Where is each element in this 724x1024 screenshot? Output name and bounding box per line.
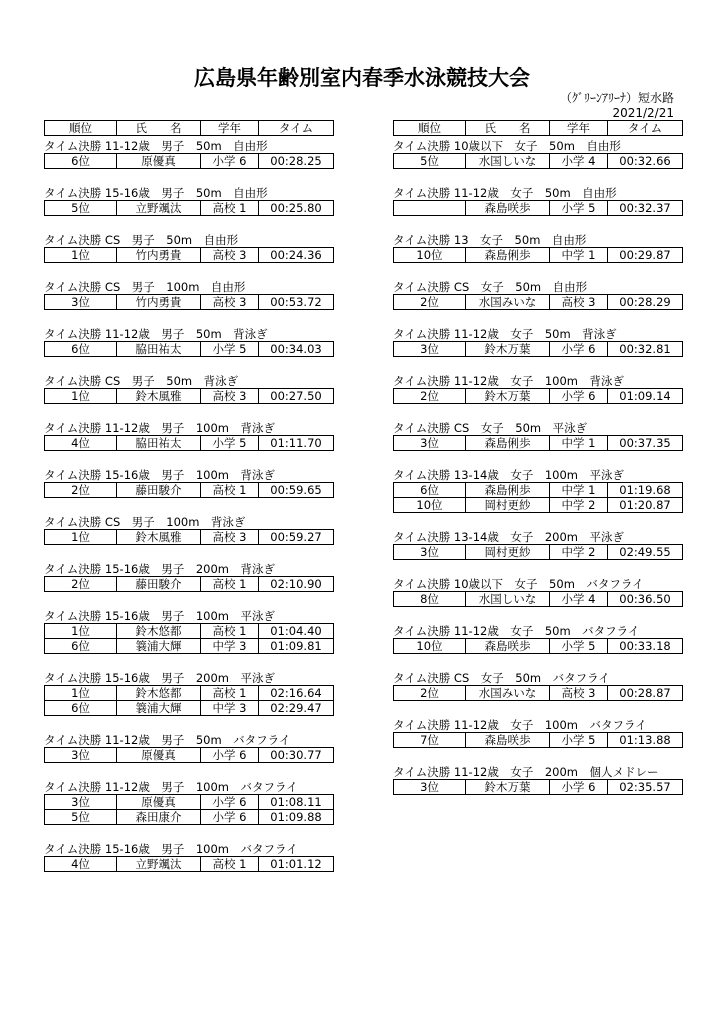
result-row bbox=[44, 747, 334, 763]
time-cell: 00:24.36 bbox=[270, 248, 322, 262]
event-title: タイム決勝 CS 女子 50m バタフライ bbox=[393, 671, 610, 685]
result-row bbox=[44, 388, 334, 404]
time-cell: 01:09.14 bbox=[619, 389, 671, 403]
event-title: タイム決勝 11-12歳 女子 50m 背泳ぎ bbox=[393, 327, 617, 341]
result-row bbox=[44, 529, 334, 545]
right-column bbox=[393, 120, 683, 795]
event-block bbox=[393, 233, 683, 263]
time-cell: 01:09.81 bbox=[270, 639, 322, 653]
rank-cell: 3位 bbox=[394, 436, 466, 450]
result-row bbox=[44, 623, 334, 639]
event-title: タイム決勝 CS 男子 100m 自由形 bbox=[44, 280, 246, 294]
result-row bbox=[44, 810, 334, 825]
result-row bbox=[393, 685, 683, 701]
grade-cell: 中学 2 bbox=[550, 498, 608, 512]
grade-cell: 小学 6 bbox=[201, 748, 259, 762]
header-row bbox=[393, 120, 683, 136]
grade-cell: 小学 5 bbox=[550, 639, 608, 653]
event-title: タイム決勝 11-12歳 女子 50m バタフライ bbox=[393, 624, 640, 638]
rank-cell: 3位 bbox=[45, 748, 117, 762]
grade-cell: 高校 3 bbox=[201, 389, 259, 403]
left-column bbox=[44, 120, 334, 872]
time-cell: 00:32.81 bbox=[619, 342, 671, 356]
time-cell: 00:36.50 bbox=[619, 592, 671, 606]
name-cell: 簔浦大輝 bbox=[117, 639, 201, 653]
event-block bbox=[44, 233, 334, 263]
rank-cell: 4位 bbox=[45, 857, 117, 871]
name-cell: 森島咲歩 bbox=[466, 733, 550, 747]
event-block bbox=[393, 139, 683, 169]
header-row bbox=[44, 120, 334, 136]
time-cell: 01:04.40 bbox=[270, 624, 322, 638]
header-time: タイム bbox=[627, 121, 663, 135]
event-block bbox=[393, 530, 683, 560]
grade-cell: 小学 5 bbox=[201, 436, 259, 450]
grade-cell: 小学 4 bbox=[550, 154, 608, 168]
name-cell: 森田康介 bbox=[117, 810, 201, 824]
rank-cell: 7位 bbox=[394, 733, 466, 747]
rank-cell bbox=[394, 201, 466, 215]
event-title: タイム決勝 CS 女子 50m 自由形 bbox=[393, 280, 588, 294]
grade-cell: 小学 4 bbox=[550, 592, 608, 606]
grade-cell: 中学 2 bbox=[550, 545, 608, 559]
header-grade: 学年 bbox=[550, 121, 608, 135]
event-block bbox=[44, 327, 334, 357]
event-title: タイム決勝 15-16歳 男子 100m 背泳ぎ bbox=[44, 468, 275, 482]
venue-label: （ｸﾞﾘｰﾝｱﾘｰﾅ）短水路 bbox=[559, 91, 674, 105]
event-list bbox=[393, 139, 683, 795]
event-block bbox=[44, 515, 334, 545]
time-cell: 02:49.55 bbox=[619, 545, 671, 559]
rank-cell: 8位 bbox=[394, 592, 466, 606]
result-row bbox=[393, 498, 683, 513]
event-title: タイム決勝 11-12歳 男子 100m バタフライ bbox=[44, 780, 298, 794]
time-cell: 01:08.11 bbox=[270, 795, 322, 809]
rank-cell: 5位 bbox=[394, 154, 466, 168]
time-cell: 00:37.35 bbox=[619, 436, 671, 450]
rank-cell: 1位 bbox=[45, 248, 117, 262]
time-cell: 00:30.77 bbox=[270, 748, 322, 762]
time-cell: 00:25.80 bbox=[270, 201, 322, 215]
rank-cell: 10位 bbox=[394, 248, 466, 262]
name-cell: 森島俐歩 bbox=[466, 248, 550, 262]
event-title: タイム決勝 15-16歳 男子 100m バタフライ bbox=[44, 842, 298, 856]
grade-cell: 高校 1 bbox=[201, 686, 259, 700]
grade-cell: 小学 5 bbox=[550, 733, 608, 747]
result-row bbox=[44, 341, 334, 357]
event-title: タイム決勝 CS 男子 50m 自由形 bbox=[44, 233, 239, 247]
rank-cell: 3位 bbox=[394, 342, 466, 356]
result-row bbox=[393, 544, 683, 560]
time-cell: 00:29.87 bbox=[619, 248, 671, 262]
name-cell: 鈴木万葉 bbox=[466, 342, 550, 356]
rank-cell: 6位 bbox=[394, 483, 466, 497]
rank-cell: 1位 bbox=[45, 389, 117, 403]
name-cell: 藤田駿介 bbox=[117, 483, 201, 497]
rank-cell: 3位 bbox=[394, 780, 466, 794]
time-cell: 02:35.57 bbox=[619, 780, 671, 794]
event-block bbox=[44, 671, 334, 716]
event-block bbox=[393, 624, 683, 654]
rank-cell: 1位 bbox=[45, 530, 117, 544]
event-block bbox=[44, 374, 334, 404]
header-time: タイム bbox=[278, 121, 314, 135]
event-title: タイム決勝 13-14歳 女子 100m 平泳ぎ bbox=[393, 468, 624, 482]
grade-cell: 小学 6 bbox=[201, 154, 259, 168]
time-cell: 00:34.03 bbox=[270, 342, 322, 356]
grade-cell: 小学 5 bbox=[201, 342, 259, 356]
event-title: タイム決勝 CS 男子 50m 背泳ぎ bbox=[44, 374, 239, 388]
grade-cell: 高校 1 bbox=[201, 201, 259, 215]
time-cell: 01:20.87 bbox=[619, 498, 671, 512]
time-cell: 00:32.66 bbox=[619, 154, 671, 168]
result-row bbox=[44, 685, 334, 701]
name-cell: 立野颯汰 bbox=[117, 201, 201, 215]
name-cell: 脇田祐太 bbox=[117, 436, 201, 450]
event-block bbox=[44, 842, 334, 872]
event-block bbox=[44, 780, 334, 825]
event-block bbox=[44, 609, 334, 654]
event-title: タイム決勝 10歳以下 女子 50m 自由形 bbox=[393, 139, 621, 153]
name-cell: 森島咲歩 bbox=[466, 639, 550, 653]
name-cell: 鈴木万葉 bbox=[466, 389, 550, 403]
name-cell: 原優真 bbox=[117, 795, 201, 809]
name-cell: 森島俐歩 bbox=[466, 483, 550, 497]
grade-cell: 中学 1 bbox=[550, 248, 608, 262]
grade-cell: 小学 6 bbox=[201, 810, 259, 824]
event-title: タイム決勝 13-14歳 女子 200m 平泳ぎ bbox=[393, 530, 624, 544]
name-cell: 竹内勇貴 bbox=[117, 295, 201, 309]
event-title: タイム決勝 11-12歳 女子 100m 背泳ぎ bbox=[393, 374, 624, 388]
event-title: タイム決勝 11-12歳 男子 50m 背泳ぎ bbox=[44, 327, 268, 341]
name-cell: 水国しいな bbox=[466, 154, 550, 168]
event-block bbox=[393, 374, 683, 404]
event-block bbox=[393, 421, 683, 451]
result-row bbox=[44, 701, 334, 716]
event-block bbox=[44, 733, 334, 763]
result-row bbox=[44, 482, 334, 498]
event-title: タイム決勝 11-12歳 男子 50m 自由形 bbox=[44, 139, 268, 153]
event-block bbox=[393, 468, 683, 513]
event-block bbox=[393, 327, 683, 357]
name-cell: 鈴木万葉 bbox=[466, 780, 550, 794]
result-row bbox=[393, 779, 683, 795]
grade-cell: 高校 1 bbox=[201, 624, 259, 638]
event-title: タイム決勝 11-12歳 女子 100m バタフライ bbox=[393, 718, 647, 732]
event-title: タイム決勝 11-12歳 女子 50m 自由形 bbox=[393, 186, 617, 200]
result-row bbox=[44, 294, 334, 310]
result-row bbox=[44, 153, 334, 169]
rank-cell: 5位 bbox=[45, 810, 117, 824]
event-title: タイム決勝 15-16歳 男子 200m 背泳ぎ bbox=[44, 562, 275, 576]
date-label: 2021/2/21 bbox=[612, 106, 674, 120]
time-cell: 00:28.87 bbox=[619, 686, 671, 700]
time-cell: 00:59.27 bbox=[270, 530, 322, 544]
rank-cell: 6位 bbox=[45, 639, 117, 653]
result-row bbox=[393, 294, 683, 310]
rank-cell: 6位 bbox=[45, 154, 117, 168]
name-cell: 水国みいな bbox=[466, 686, 550, 700]
event-title: タイム決勝 CS 男子 100m 背泳ぎ bbox=[44, 515, 246, 529]
event-block bbox=[393, 671, 683, 701]
name-cell: 鈴木風雅 bbox=[117, 389, 201, 403]
name-cell: 鈴木風雅 bbox=[117, 530, 201, 544]
result-row bbox=[393, 638, 683, 654]
header-rank: 順位 bbox=[394, 121, 466, 135]
event-title: タイム決勝 10歳以下 女子 50m バタフライ bbox=[393, 577, 644, 591]
header-name: 氏 名 bbox=[117, 121, 201, 135]
grade-cell: 高校 3 bbox=[201, 295, 259, 309]
result-row bbox=[393, 200, 683, 216]
time-cell: 02:16.64 bbox=[270, 686, 322, 700]
name-cell: 水国みいな bbox=[466, 295, 550, 309]
time-cell: 00:33.18 bbox=[619, 639, 671, 653]
name-cell: 森島俐歩 bbox=[466, 436, 550, 450]
result-row bbox=[393, 482, 683, 498]
event-block bbox=[393, 718, 683, 748]
rank-cell: 2位 bbox=[394, 295, 466, 309]
event-block bbox=[44, 139, 334, 169]
event-title: タイム決勝 11-12歳 男子 50m バタフライ bbox=[44, 733, 291, 747]
rank-cell: 1位 bbox=[45, 686, 117, 700]
grade-cell: 高校 3 bbox=[201, 248, 259, 262]
header-name: 氏 名 bbox=[466, 121, 550, 135]
event-title: タイム決勝 11-12歳 男子 100m 背泳ぎ bbox=[44, 421, 275, 435]
time-cell: 00:27.50 bbox=[270, 389, 322, 403]
event-block bbox=[393, 280, 683, 310]
name-cell: 岡村更紗 bbox=[466, 545, 550, 559]
grade-cell: 高校 1 bbox=[201, 857, 259, 871]
name-cell: 原優真 bbox=[117, 154, 201, 168]
grade-cell: 中学 3 bbox=[201, 701, 259, 715]
rank-cell: 3位 bbox=[45, 795, 117, 809]
event-title: タイム決勝 15-16歳 男子 50m 自由形 bbox=[44, 186, 268, 200]
time-cell: 02:10.90 bbox=[270, 577, 322, 591]
grade-cell: 中学 1 bbox=[550, 483, 608, 497]
event-list bbox=[44, 139, 334, 872]
time-cell: 00:32.37 bbox=[619, 201, 671, 215]
result-row bbox=[44, 639, 334, 654]
name-cell: 脇田祐太 bbox=[117, 342, 201, 356]
event-title: タイム決勝 11-12歳 女子 200m 個人メドレー bbox=[393, 765, 659, 779]
time-cell: 01:13.88 bbox=[619, 733, 671, 747]
grade-cell: 中学 3 bbox=[201, 639, 259, 653]
event-block bbox=[44, 468, 334, 498]
rank-cell: 2位 bbox=[45, 577, 117, 591]
result-row bbox=[44, 794, 334, 810]
rank-cell: 2位 bbox=[394, 686, 466, 700]
event-block bbox=[44, 280, 334, 310]
event-block bbox=[44, 186, 334, 216]
grade-cell: 小学 6 bbox=[550, 389, 608, 403]
result-row bbox=[393, 153, 683, 169]
rank-cell: 6位 bbox=[45, 701, 117, 715]
event-title: タイム決勝 15-16歳 男子 200m 平泳ぎ bbox=[44, 671, 275, 685]
name-cell: 森島咲歩 bbox=[466, 201, 550, 215]
grade-cell: 高校 3 bbox=[550, 295, 608, 309]
result-row bbox=[393, 732, 683, 748]
time-cell: 01:19.68 bbox=[619, 483, 671, 497]
grade-cell: 高校 1 bbox=[201, 577, 259, 591]
result-row bbox=[393, 247, 683, 263]
grade-cell: 小学 6 bbox=[201, 795, 259, 809]
event-title: タイム決勝 13 女子 50m 自由形 bbox=[393, 233, 587, 247]
time-cell: 00:59.65 bbox=[270, 483, 322, 497]
result-row bbox=[44, 247, 334, 263]
rank-cell: 5位 bbox=[45, 201, 117, 215]
event-block bbox=[393, 765, 683, 795]
result-row bbox=[393, 388, 683, 404]
rank-cell: 3位 bbox=[45, 295, 117, 309]
rank-cell: 1位 bbox=[45, 624, 117, 638]
name-cell: 簔浦大輝 bbox=[117, 701, 201, 715]
rank-cell: 3位 bbox=[394, 545, 466, 559]
grade-cell: 小学 5 bbox=[550, 201, 608, 215]
name-cell: 鈴木悠都 bbox=[117, 624, 201, 638]
result-row bbox=[44, 576, 334, 592]
header-grade: 学年 bbox=[201, 121, 259, 135]
event-title: タイム決勝 15-16歳 男子 100m 平泳ぎ bbox=[44, 609, 275, 623]
grade-cell: 中学 1 bbox=[550, 436, 608, 450]
name-cell: 岡村更紗 bbox=[466, 498, 550, 512]
rank-cell: 2位 bbox=[394, 389, 466, 403]
time-cell: 00:53.72 bbox=[270, 295, 322, 309]
name-cell: 藤田駿介 bbox=[117, 577, 201, 591]
rank-cell: 6位 bbox=[45, 342, 117, 356]
grade-cell: 小学 6 bbox=[550, 780, 608, 794]
time-cell: 01:09.88 bbox=[270, 810, 322, 824]
header-rank: 順位 bbox=[45, 121, 117, 135]
event-title: タイム決勝 CS 女子 50m 平泳ぎ bbox=[393, 421, 588, 435]
result-row bbox=[393, 341, 683, 357]
page-title: 広島県年齢別室内春季水泳競技大会 bbox=[194, 66, 530, 90]
time-cell: 00:28.29 bbox=[619, 295, 671, 309]
time-cell: 02:29.47 bbox=[270, 701, 322, 715]
rank-cell: 10位 bbox=[394, 639, 466, 653]
name-cell: 立野颯汰 bbox=[117, 857, 201, 871]
result-row bbox=[44, 435, 334, 451]
event-block bbox=[44, 421, 334, 451]
event-block bbox=[44, 562, 334, 592]
time-cell: 00:28.25 bbox=[270, 154, 322, 168]
result-row bbox=[44, 200, 334, 216]
name-cell: 竹内勇貴 bbox=[117, 248, 201, 262]
name-cell: 鈴木悠都 bbox=[117, 686, 201, 700]
time-cell: 01:11.70 bbox=[270, 436, 322, 450]
event-block bbox=[393, 186, 683, 216]
name-cell: 原優真 bbox=[117, 748, 201, 762]
grade-cell: 小学 6 bbox=[550, 342, 608, 356]
name-cell: 水国しいな bbox=[466, 592, 550, 606]
time-cell: 01:01.12 bbox=[270, 857, 322, 871]
result-row bbox=[393, 591, 683, 607]
rank-cell: 4位 bbox=[45, 436, 117, 450]
event-block bbox=[393, 577, 683, 607]
grade-cell: 高校 3 bbox=[550, 686, 608, 700]
rank-cell: 2位 bbox=[45, 483, 117, 497]
result-row bbox=[44, 856, 334, 872]
grade-cell: 高校 1 bbox=[201, 483, 259, 497]
rank-cell: 10位 bbox=[394, 498, 466, 512]
grade-cell: 高校 3 bbox=[201, 530, 259, 544]
result-row bbox=[393, 435, 683, 451]
